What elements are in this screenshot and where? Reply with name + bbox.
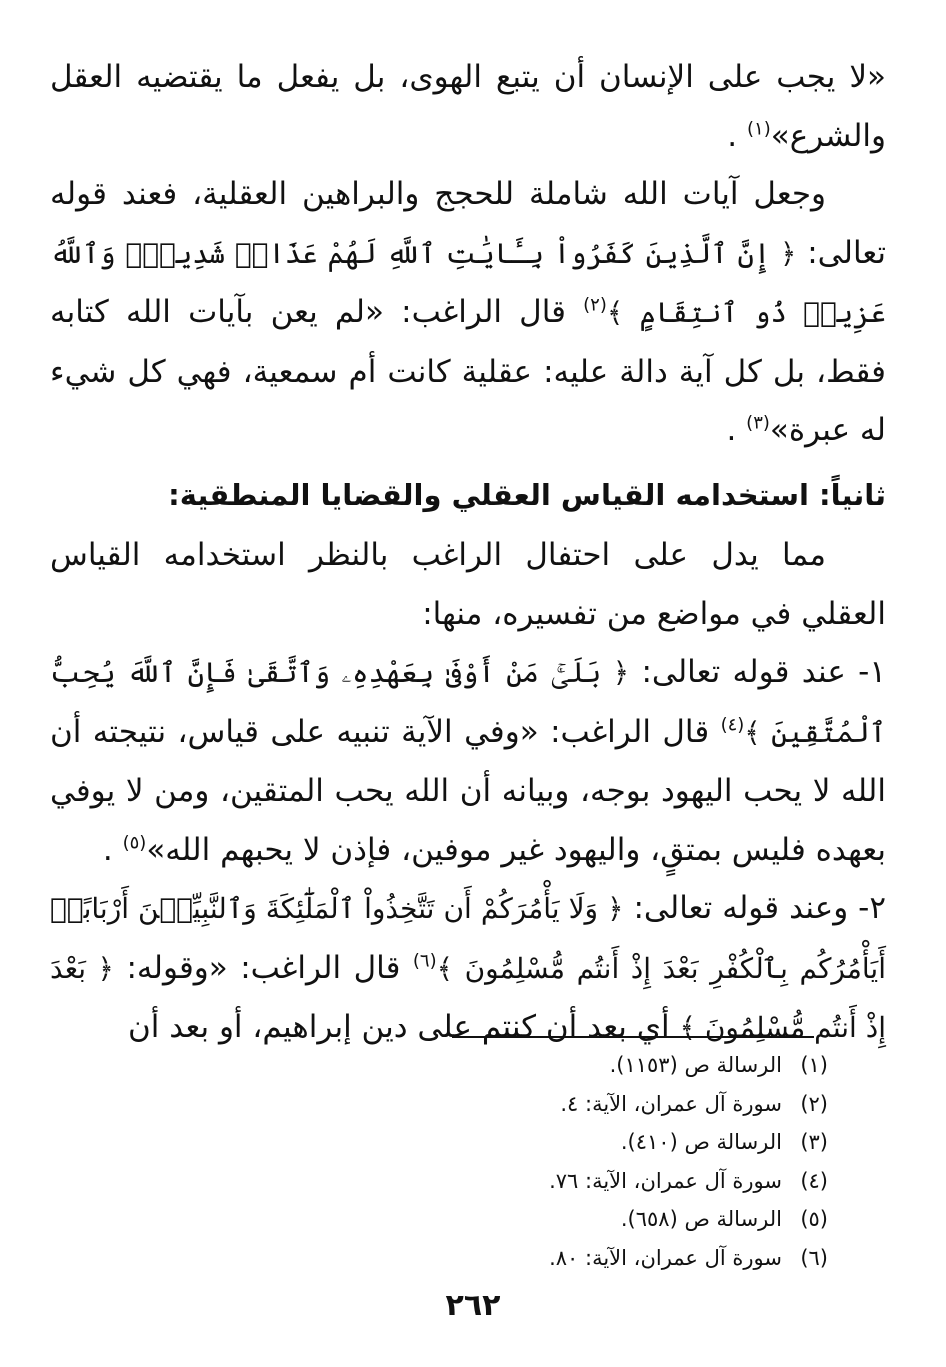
- paragraph-3: مما يدل على احتفال الراغب بالنظر استخدامه القياس العقلي في مواضع من تفسيره، منها:: [50, 537, 886, 632]
- footnote-item: (١)الرسالة ص (١١٥٣).: [609, 1053, 828, 1077]
- footnote-item: (٥)الرسالة ص (٦٥٨).: [620, 1207, 828, 1231]
- footnote-divider: [452, 1036, 814, 1038]
- footnote-ref-5: (٥): [122, 832, 147, 854]
- footnote-item: (٦)سورة آل عمران، الآية: ٨٠.: [549, 1245, 828, 1270]
- footnote-ref-3: (٣): [746, 412, 770, 434]
- paragraph-4: ١- عند قوله تعالى: ﴿ بَلَىٰۚ مَنْ أَوْفَىٰ بِعَهْدِهِۦ وَٱتَّقَىٰ فَإِنَّ ٱللَّهَ يُحِبُّ ٱلْمُتَّقِينَ ﴾$^{(٤)}$ قال الراغب: «وفي الآية تنبيه على قياس، نتيجته أن الله لا يحب اليهود بوجه، وبيانه أن الله يحب المتقين، ومن لا يوفي بعهده فليس بمتقٍ، واليهود غير موفين، فإذن لا يحبهم الله»$^{(٥)}$ .: [50, 654, 887, 868]
- main-text: [50, 48, 886, 1058]
- quran-verse: ﴿ بَلَىٰۚ مَنْ أَوْفَىٰ بِعَهْدِهِۦ وَٱتَّقَىٰ فَإِنَّ ٱللَّهَ يُحِبُّ ٱلْمُتَّقِينَ ﴾: [50, 656, 887, 749]
- section-heading: ثانياً: استخدامه القياس العقلي والقضايا المنطقية:: [168, 477, 886, 512]
- footnotes: [408, 1046, 828, 1277]
- footnote-ref-1: (١): [747, 118, 771, 140]
- quran-verse: ﴿ وَلَا يَأْمُرَكُمْ أَن تَتَّخِذُواْ ٱلْمَلَٰٓئِكَةَ وَٱلنَّبِيِّـۧنَ أَرْبَابًاۗ أَيَأْمُرُكُم بِٱلْكُفْرِ بَعْدَ إِذْ أَنتُم مُّسْلِمُونَ ﴾: [50, 892, 886, 985]
- footnote-item: (٣)الرسالة ص (٤١٠).: [620, 1130, 828, 1154]
- quran-verse: ﴿ بَعْدَ إِذْ أَنتُم مُّسْلِمُونَ ﴾: [50, 951, 886, 1044]
- paragraph-5: ٢- وعند قوله تعالى: ﴿ وَلَا يَأْمُرَكُمْ أَن تَتَّخِذُواْ ٱلْمَلَٰٓئِكَةَ وَٱلنَّبِيِّـۧنَ أَرْبَابًاۗ أَيَأْمُرُكُم بِٱلْكُفْرِ بَعْدَ إِذْ أَنتُم مُّسْلِمُونَ ﴾$^{(٦)}$ قال الراغب: «وقوله: ﴿ بَعْدَ إِذْ أَنتُم مُّسْلِمُونَ ﴾ أي بعد أن كنتم على دين إبراهيم، أو بعد أن: [50, 890, 886, 1045]
- quran-verse: ﴿ إِنَّ ٱلَّذِينَ كَفَرُواْ بِـَٔايَٰتِ ٱللَّهِ لَهُمْ عَذَابٞ شَدِيدٞۗ وَٱللَّهُ عَزِيزٞ ذُو ٱنتِقَامٍ ﴾: [50, 236, 886, 329]
- footnote-ref-6: (٦): [412, 950, 437, 972]
- footnote-item: (٤)سورة آل عمران، الآية: ٧٦.: [549, 1168, 828, 1193]
- footnote-ref-2: (٢): [583, 294, 607, 316]
- paragraph-2: وجعل آيات الله شاملة للحجج والبراهين العقلية، فعند قوله تعالى: ﴿ إِنَّ ٱلَّذِينَ كَفَرُواْ بِـَٔايَٰتِ ٱللَّهِ لَهُمْ عَذَابٞ شَدِيدٞۗ وَٱللَّهُ عَزِيزٞ ذُو ٱنتِقَامٍ ﴾$^{(٢)}$ قال الراغب: «لم يعن بآيات الله كتابه فقط، بل كل آية دالة عليه: عقلية كانت أم سمعية، فهي كل شيء له عبرة»$^{(٣)}$ .: [50, 176, 886, 448]
- paragraph-1: «لا يجب على الإنسان أن يتبع الهوى، بل يفعل ما يقتضيه العقل والشرع»$^{(١)}$ .: [50, 59, 886, 154]
- page-number: ٢٦٢: [445, 1288, 501, 1323]
- footnote-item: (٢)سورة آل عمران، الآية: ٤.: [560, 1091, 828, 1116]
- footnote-ref-4: (٤): [720, 714, 745, 736]
